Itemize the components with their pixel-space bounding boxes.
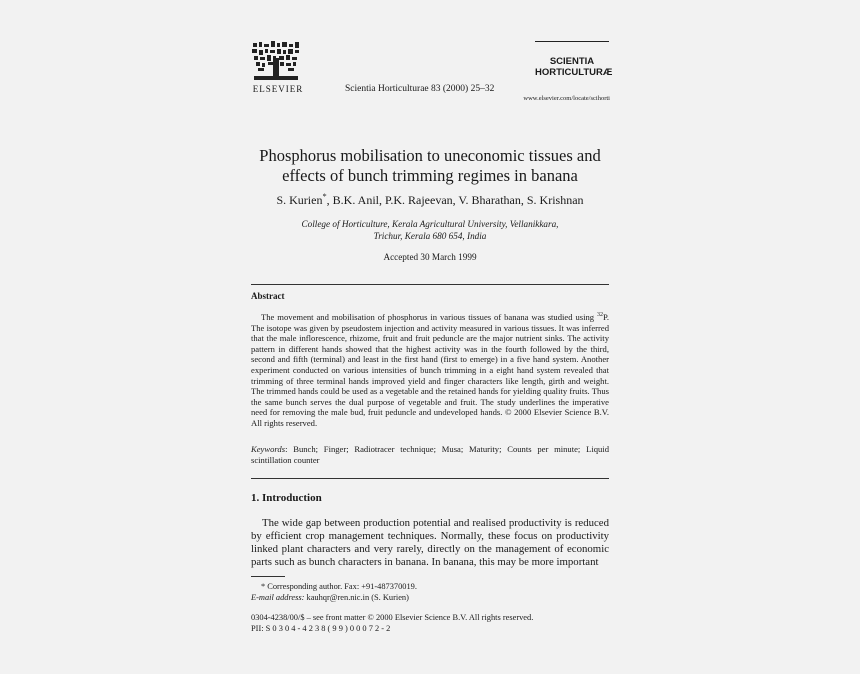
publisher-name: ELSEVIER xyxy=(252,84,304,94)
journal-url[interactable]: www.elsevier.com/locate/scihorti xyxy=(523,95,610,102)
affiliation-line1: College of Horticulture, Kerala Agricultural University, Vellanikkara, xyxy=(301,219,559,229)
affiliation-line2: Trichur, Kerala 680 654, India xyxy=(373,231,487,241)
introduction-paragraph: The wide gap between production potential and realised productivity is reduced by efficient crop management techniques. Normally, these focus on productivity linked plant characters and very rarely, directly on the management of economic parts such as bunch characters in banana. In banana, this may be more important xyxy=(251,517,609,568)
keywords-text: : Bunch; Finger; Radiotracer technique; Musa; Maturity; Counts per minute; Liquid scintillation counter xyxy=(251,444,609,465)
introduction-heading: 1. Introduction xyxy=(251,492,322,504)
copyright-block xyxy=(251,612,609,634)
accepted-date: Accepted 30 March 1999 xyxy=(383,252,477,262)
abstract-text-start: The movement and mobilisation of phosphorus in various tissues of banana was studied using xyxy=(261,312,597,322)
journal-masthead xyxy=(535,41,613,78)
elsevier-tree-logo xyxy=(250,40,302,84)
keywords xyxy=(251,444,609,466)
pii-line: PII: S 0 3 0 4 - 4 2 3 8 ( 9 9 ) 0 0 0 7 2 - 2 xyxy=(251,624,391,633)
author-list xyxy=(230,193,630,208)
corresponding-author-mark: * xyxy=(322,192,327,201)
journal-name-line1: SCIENTIA xyxy=(549,56,595,67)
email-label: E-mail address: xyxy=(251,593,305,602)
title-line2: effects of bunch trimming regimes in banana xyxy=(282,166,578,185)
footnote-rule xyxy=(251,576,285,577)
journal-citation: Scientia Horticulturae 83 (2000) 25–32 xyxy=(345,84,495,94)
other-authors: , B.K. Anil, P.K. Rajeevan, V. Bharathan, S. Krishnan xyxy=(326,193,584,207)
affiliation xyxy=(230,218,630,242)
title-line1: Phosphorus mobilisation to uneconomic tissues and xyxy=(259,146,601,165)
divider-bottom xyxy=(251,478,609,479)
email-note xyxy=(251,592,609,603)
front-matter-line: 0304-4238/00/$ – see front matter © 2000 Elsevier Science B.V. All rights reserved. xyxy=(251,613,534,622)
introduction-body xyxy=(251,517,609,569)
corresponding-author-note: * Corresponding author. Fax: +91-487370019. xyxy=(261,582,417,591)
keywords-label: Keywords xyxy=(251,444,286,454)
abstract-text-rest: P. The isotope was given by pseudostem injection and activity measured in various tissues. It was inferred that the male inflorescence, rhizome, fruit and fruit peduncle are the major nutrient sinks. The activity pattern in different hands showed that the highest activity was in the fourth followed by the third, second and fifth (terminal) and least in the first hand (first to emerge) in a five hand system. Another experiment conducted on various intensities of bunch trimming in a eight hand system revealed that trimming of three terminal hands improved yield and finger characters like length, girth and weight. The trimmed hands could be used as a vegetable and the retained hands for yielding quality fruits. Thus the same bunch serves the dual purpose of vegetable and fruit. The study underlines the imperative need for removing the male bud, fruit peduncle and undeveloped hands. © 2000 Elsevier Science B.V. All rights reserved. xyxy=(251,312,609,428)
journal-name-line2: HORTICULTURÆ xyxy=(535,67,613,78)
first-author: S. Kurien xyxy=(276,193,323,207)
footnotes xyxy=(251,581,609,603)
divider-top xyxy=(251,284,609,285)
article-title xyxy=(230,146,630,186)
isotope-mass: 32 xyxy=(597,312,604,319)
abstract-heading: Abstract xyxy=(251,291,285,301)
email-value[interactable]: kauhqr@ren.nic.in (S. Kurien) xyxy=(304,593,409,602)
abstract-body xyxy=(251,312,609,429)
